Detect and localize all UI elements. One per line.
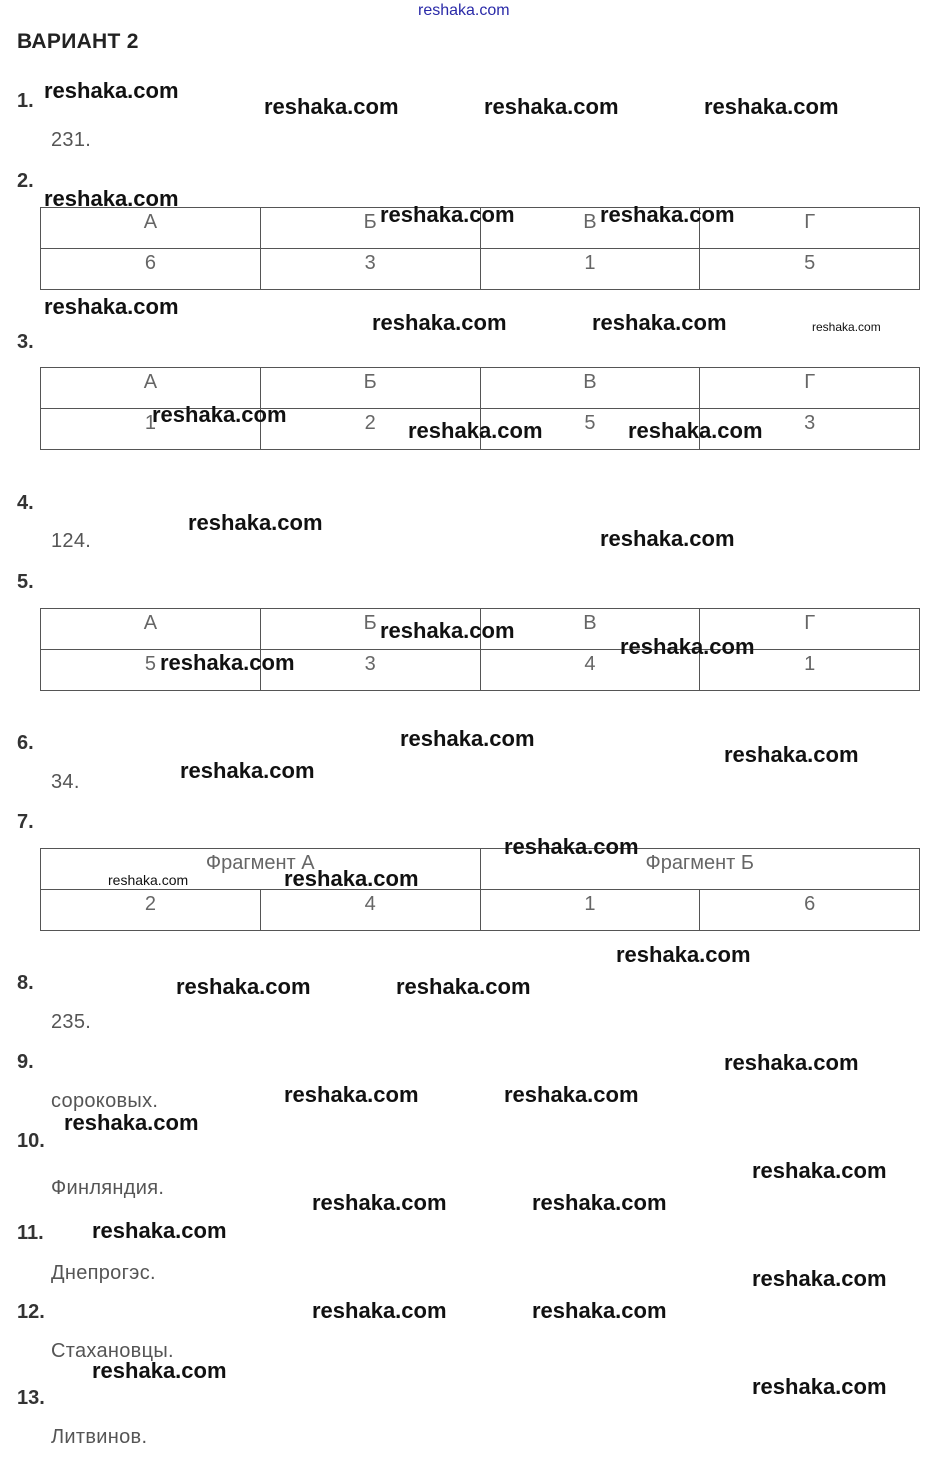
watermark: reshaka.com xyxy=(380,202,515,227)
table-cell: 6 xyxy=(700,890,920,931)
watermark: reshaka.com xyxy=(752,1158,887,1183)
table-header-cell: Г xyxy=(700,609,920,650)
page-title: ВАРИАНТ 2 xyxy=(17,30,139,53)
watermark: reshaka.com xyxy=(592,310,727,335)
task-6-answer: 34. xyxy=(51,771,80,793)
table-cell: 5 xyxy=(41,650,261,691)
table-header-cell: В xyxy=(480,368,700,409)
watermark: reshaka.com xyxy=(704,94,839,119)
task-10-number: 10. xyxy=(17,1130,45,1152)
watermark: reshaka.com xyxy=(484,94,619,119)
watermark: reshaka.com xyxy=(92,1218,227,1243)
watermark: reshaka.com xyxy=(600,526,735,551)
task-4-number: 4. xyxy=(17,492,34,514)
table-cell: 2 xyxy=(260,409,480,450)
watermark: reshaka.com xyxy=(380,618,515,643)
task-8-answer: 235. xyxy=(51,1011,92,1033)
task-1-number: 1. xyxy=(17,90,34,112)
top-watermark: reshaka.com xyxy=(418,2,510,19)
watermark: reshaka.com xyxy=(504,834,639,859)
watermark: reshaka.com xyxy=(532,1190,667,1215)
table-header-cell: Б xyxy=(260,368,480,409)
table-header-cell: А xyxy=(41,368,261,409)
task-7-number: 7. xyxy=(17,811,34,833)
table-cell: 6 xyxy=(41,249,261,290)
task-13-number: 13. xyxy=(17,1387,45,1409)
table-header-cell: Г xyxy=(700,208,920,249)
task-9-answer: сороковых. xyxy=(51,1090,159,1112)
watermark: reshaka.com xyxy=(160,650,295,675)
table-header-cell: Г xyxy=(700,368,920,409)
table-cell: 5 xyxy=(700,249,920,290)
table-cell: 3 xyxy=(260,249,480,290)
table-cell: 4 xyxy=(260,890,480,931)
task-9-number: 9. xyxy=(17,1051,34,1073)
table-cell: 1 xyxy=(480,890,700,931)
watermark: reshaka.com xyxy=(284,866,419,891)
table-cell: 3 xyxy=(700,409,920,450)
task-13-answer: Литвинов. xyxy=(51,1426,148,1448)
task-7-table xyxy=(40,848,920,931)
watermark: reshaka.com xyxy=(752,1266,887,1291)
watermark: reshaka.com xyxy=(176,974,311,999)
task-3-number: 3. xyxy=(17,331,34,353)
watermark: reshaka.com xyxy=(312,1298,447,1323)
table-row xyxy=(41,249,920,290)
watermark: reshaka.com xyxy=(620,634,755,659)
table-cell: 2 xyxy=(41,890,261,931)
table-header-cell: Б xyxy=(260,208,480,249)
watermark: reshaka.com xyxy=(180,758,315,783)
table-header-cell: В xyxy=(480,208,700,249)
task-5-number: 5. xyxy=(17,571,34,593)
watermark: reshaka.com xyxy=(284,1082,419,1107)
table-cell: 1 xyxy=(700,650,920,691)
table-cell: 5 xyxy=(480,409,700,450)
watermark: reshaka.com xyxy=(44,78,179,103)
watermark: reshaka.com xyxy=(152,402,287,427)
watermark: reshaka.com xyxy=(44,186,179,211)
watermark: reshaka.com xyxy=(616,942,751,967)
task-11-answer: Днепрогэс. xyxy=(51,1262,156,1284)
task-6-number: 6. xyxy=(17,732,34,754)
table-cell: 4 xyxy=(480,650,700,691)
table-header-cell: Фрагмент Б xyxy=(480,849,920,890)
watermark: reshaka.com xyxy=(400,726,535,751)
table-cell: 3 xyxy=(260,650,480,691)
watermark: reshaka.com xyxy=(628,418,763,443)
watermark: reshaka.com xyxy=(752,1374,887,1399)
watermark: reshaka.com xyxy=(724,1050,859,1075)
table-row xyxy=(41,890,920,931)
task-12-number: 12. xyxy=(17,1301,45,1323)
watermark: reshaka.com xyxy=(396,974,531,999)
task-2-number: 2. xyxy=(17,170,34,192)
table-header-cell: Б xyxy=(260,609,480,650)
watermark: reshaka.com xyxy=(812,320,881,334)
watermark: reshaka.com xyxy=(312,1190,447,1215)
watermark: reshaka.com xyxy=(92,1358,227,1383)
watermark: reshaka.com xyxy=(372,310,507,335)
table-header-cell: А xyxy=(41,609,261,650)
table-cell: 1 xyxy=(480,249,700,290)
table-header-cell: В xyxy=(480,609,700,650)
watermark: reshaka.com xyxy=(44,294,179,319)
task-1-answer: 231. xyxy=(51,129,92,151)
watermark: reshaka.com xyxy=(532,1298,667,1323)
table-header-cell: А xyxy=(41,208,261,249)
task-11-number: 11. xyxy=(17,1222,44,1244)
task-10-answer: Финляндия. xyxy=(51,1177,165,1199)
watermark: reshaka.com xyxy=(264,94,399,119)
watermark: reshaka.com xyxy=(188,510,323,535)
watermark: reshaka.com xyxy=(724,742,859,767)
watermark: reshaka.com xyxy=(64,1110,199,1135)
watermark: reshaka.com xyxy=(600,202,735,227)
watermark: reshaka.com xyxy=(504,1082,639,1107)
watermark: reshaka.com xyxy=(408,418,543,443)
task-8-number: 8. xyxy=(17,972,34,994)
task-4-answer: 124. xyxy=(51,530,92,552)
table-cell: 1 xyxy=(41,409,261,450)
watermark: reshaka.com xyxy=(108,872,189,888)
task-12-answer: Стахановцы. xyxy=(51,1340,174,1362)
table-header-cell: Фрагмент А xyxy=(41,849,481,890)
